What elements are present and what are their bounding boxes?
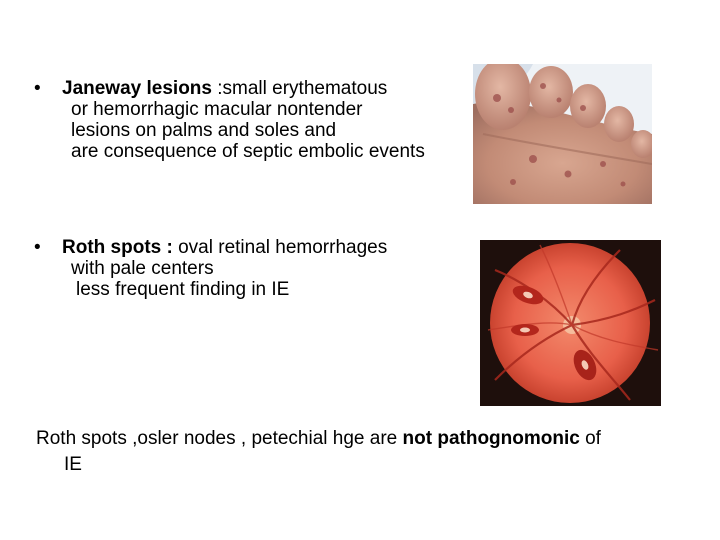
roth-fundus-image (480, 240, 661, 406)
janeway-line-3: lesions on palms and soles and (71, 120, 337, 141)
fundus-illustration (480, 240, 661, 406)
janeway-foot-image (473, 64, 652, 204)
janeway-bullet (34, 78, 474, 162)
roth-line-3: less frequent finding in IE (76, 279, 290, 300)
foot-illustration (473, 64, 652, 204)
roth-line-1 (34, 237, 474, 258)
janeway-line-4: are consequence of septic embolic events (71, 141, 425, 162)
footer-line-1 (36, 426, 696, 452)
footer-line-2: IE (64, 454, 82, 475)
bullet-dot: • (34, 78, 41, 99)
roth-line-2: with pale centers (71, 258, 214, 279)
footer-text-part2: of (579, 428, 601, 449)
bullet-dot: • (34, 237, 41, 258)
roth-definition-start: oval retinal hemorrhages (172, 237, 388, 258)
footer-note (36, 426, 696, 478)
footer-text-part1: Roth spots ,osler nodes , petechial hge are (36, 428, 403, 449)
footer-bold-term: not pathognomonic (402, 428, 580, 449)
janeway-line-2: or hemorrhagic macular nontender (71, 99, 363, 120)
roth-bullet (34, 237, 474, 300)
janeway-line-1 (34, 78, 474, 99)
janeway-term: Janeway lesions (62, 78, 212, 99)
roth-term: Roth spots : (62, 237, 173, 258)
janeway-definition-start: :small erythematous (211, 78, 388, 99)
